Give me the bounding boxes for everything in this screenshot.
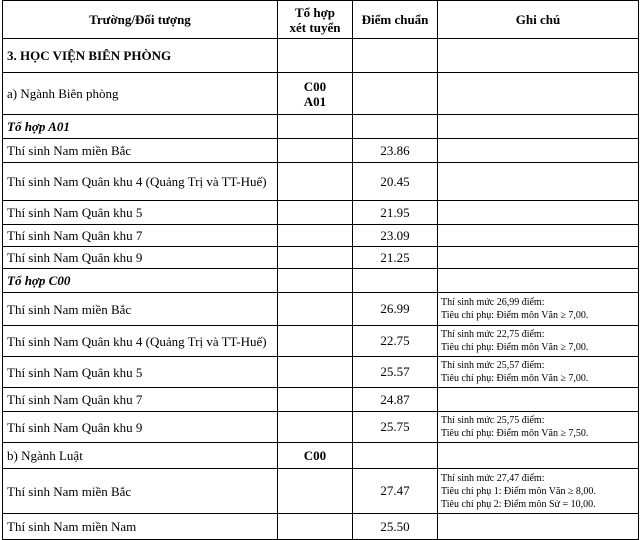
row-to-hop — [278, 247, 353, 269]
ghi-chu-line: Tiêu chí phụ: Điểm môn Văn ≥ 7,00. — [441, 342, 589, 353]
row-to-hop — [278, 39, 353, 73]
data-row — [3, 293, 639, 326]
row-diem: 25.50 — [353, 514, 438, 540]
header-to-hop — [278, 1, 353, 39]
ghi-chu-line: Thí sinh mức 25,75 điểm: — [441, 415, 545, 426]
ghi-chu-line: Thí sinh mức 26,99 điểm: — [441, 297, 545, 308]
data-row — [3, 201, 639, 225]
row-name: Thí sinh Nam miền Bắc — [3, 293, 278, 326]
row-name: Thí sinh Nam miền Bắc — [3, 139, 278, 163]
major-row — [3, 443, 639, 469]
to-hop-code: A01 — [303, 93, 327, 109]
row-ghi-chu — [438, 39, 639, 73]
row-ghi-chu — [438, 469, 639, 514]
row-diem: 25.75 — [353, 412, 438, 443]
row-name: a) Ngành Biên phòng — [3, 73, 278, 115]
row-to-hop — [278, 469, 353, 514]
row-to-hop — [278, 73, 353, 115]
row-ghi-chu — [438, 293, 639, 326]
to-hop-code: C00 — [303, 448, 327, 463]
row-to-hop — [278, 357, 353, 388]
table-body — [3, 39, 639, 540]
data-row — [3, 139, 639, 163]
data-row — [3, 163, 639, 201]
row-to-hop — [278, 163, 353, 201]
data-row — [3, 412, 639, 443]
row-name: Thí sinh Nam Quân khu 7 — [3, 225, 278, 247]
row-to-hop — [278, 139, 353, 163]
header-truong: Trường/Đối tượng — [3, 1, 278, 39]
to-hop-code: C00 — [303, 78, 327, 94]
row-ghi-chu — [438, 163, 639, 201]
row-ghi-chu — [438, 388, 639, 412]
row-to-hop — [278, 293, 353, 326]
row-diem: 21.25 — [353, 247, 438, 269]
group-row — [3, 115, 639, 139]
row-diem: 26.99 — [353, 293, 438, 326]
data-row — [3, 326, 639, 357]
row-ghi-chu — [438, 139, 639, 163]
row-to-hop — [278, 443, 353, 469]
row-name: Tổ hợp C00 — [3, 269, 278, 293]
ghi-chu-line: Tiêu chí phụ 2: Điểm môn Sử = 10,00. — [441, 498, 596, 510]
row-name: 3. HỌC VIỆN BIÊN PHÒNG — [3, 39, 278, 73]
row-name: Thí sinh Nam Quân khu 5 — [3, 201, 278, 225]
row-name: Thí sinh Nam Quân khu 9 — [3, 412, 278, 443]
ghi-chu-line: Tiêu chí phụ 1: Điểm môn Văn ≥ 8,00. — [441, 485, 596, 497]
row-diem: 23.09 — [353, 225, 438, 247]
row-name: Thí sinh Nam Quân khu 9 — [3, 247, 278, 269]
row-name: Thí sinh Nam Quân khu 4 (Quảng Trị và TT-Huế) — [3, 326, 278, 357]
row-name: Thí sinh Nam Quân khu 4 (Quảng Trị và TT-Huế) — [3, 163, 278, 201]
row-diem: 27.47 — [353, 469, 438, 514]
row-ghi-chu — [438, 443, 639, 469]
row-diem — [353, 39, 438, 73]
row-diem: 20.45 — [353, 163, 438, 201]
row-to-hop — [278, 388, 353, 412]
row-diem: 21.95 — [353, 201, 438, 225]
row-name: b) Ngành Luật — [3, 443, 278, 469]
ghi-chu-line: Thí sinh mức 22,75 điểm: — [441, 329, 545, 340]
row-to-hop — [278, 115, 353, 139]
data-row — [3, 225, 639, 247]
row-name: Thí sinh Nam miền Nam — [3, 514, 278, 540]
admission-score-table — [2, 0, 639, 540]
row-to-hop — [278, 412, 353, 443]
row-diem: 25.57 — [353, 357, 438, 388]
row-diem — [353, 115, 438, 139]
row-ghi-chu — [438, 412, 639, 443]
data-row — [3, 514, 639, 540]
row-ghi-chu — [438, 201, 639, 225]
header-row — [3, 1, 639, 39]
row-ghi-chu — [438, 73, 639, 115]
ghi-chu-line: Thí sinh mức 25,57 điểm: — [441, 360, 545, 371]
row-to-hop — [278, 201, 353, 225]
header-ghi-chu: Ghi chú — [438, 1, 639, 39]
row-to-hop — [278, 514, 353, 540]
row-diem: 24.87 — [353, 388, 438, 412]
row-name: Thí sinh Nam Quân khu 5 — [3, 357, 278, 388]
ghi-chu-line: Tiêu chí phụ: Điểm môn Văn ≥ 7,00. — [441, 373, 589, 384]
data-row — [3, 357, 639, 388]
row-diem — [353, 73, 438, 115]
row-ghi-chu — [438, 247, 639, 269]
row-ghi-chu — [438, 115, 639, 139]
ghi-chu-line: Tiêu chí phụ: Điểm môn Văn ≥ 7,00. — [441, 310, 589, 321]
row-diem: 22.75 — [353, 326, 438, 357]
major-row — [3, 73, 639, 115]
row-diem — [353, 443, 438, 469]
row-name: Tổ hợp A01 — [3, 115, 278, 139]
row-to-hop — [278, 326, 353, 357]
row-name: Thí sinh Nam miền Bắc — [3, 469, 278, 514]
row-ghi-chu — [438, 326, 639, 357]
row-diem: 23.86 — [353, 139, 438, 163]
row-ghi-chu — [438, 514, 639, 540]
data-row — [3, 469, 639, 514]
ghi-chu-line: Tiêu chí phụ: Điểm môn Văn ≥ 7,50. — [441, 428, 589, 439]
header-diem: Điểm chuẩn — [353, 1, 438, 39]
data-row — [3, 247, 639, 269]
header-to-hop-line2: xét tuyển — [289, 19, 341, 35]
section-row — [3, 39, 639, 73]
row-ghi-chu — [438, 225, 639, 247]
header-to-hop-line1: Tổ hợp — [294, 4, 336, 20]
row-diem — [353, 269, 438, 293]
row-ghi-chu — [438, 357, 639, 388]
ghi-chu-line: Thí sinh mức 27,47 điểm: — [441, 472, 545, 484]
row-name: Thí sinh Nam Quân khu 7 — [3, 388, 278, 412]
row-ghi-chu — [438, 269, 639, 293]
group-row — [3, 269, 639, 293]
data-row — [3, 388, 639, 412]
row-to-hop — [278, 269, 353, 293]
row-to-hop — [278, 225, 353, 247]
